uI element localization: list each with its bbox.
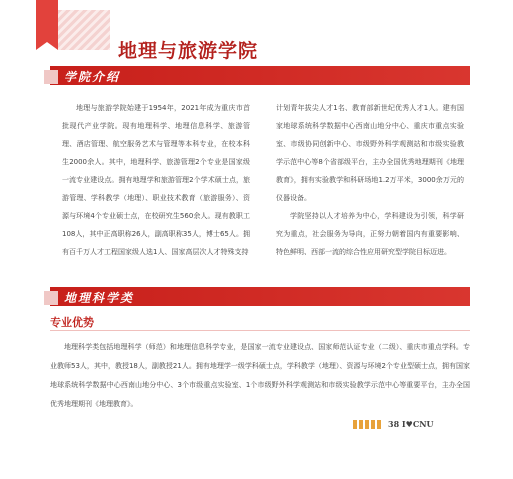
major-body [50, 338, 470, 414]
bookmark-ribbon [36, 0, 58, 42]
section-heading-major: 地理科学类 [64, 291, 135, 305]
chapter-title: 地理与旅游学院 [118, 40, 259, 62]
major-paragraph: 地理科学类包括地理科学（师范）和地理信息科学专业，是国家一流专业建设点、国家师范认证专业（二级）、重庆市重点学科。专业教师53人，其中，教授18人，副教授21人。拥有地理学一级学科硕士点，学科教学（地理）、资源与环境2个专业型硕士点，拥有国家地球系统科学数据中心西南山地分中心、3个市级重点实验室、1个市级野外科学观测站和市级实验教学示范中心等重要平台，主办全国优秀地理期刊《地理教育》。 [50, 343, 470, 408]
bar-decoration [44, 291, 58, 305]
bar-decoration [44, 70, 58, 84]
intro-paragraph: 学院坚持以人才培养为中心，学科建设为引领，科学研究为重点，社会服务为导向，正努力朝着国内有重要影响、特色鲜明、西部一流的综合性应用研究型学院目标迈进。 [276, 212, 464, 256]
section-heading-intro: 学院介绍 [64, 70, 121, 84]
section-bar-intro [50, 66, 470, 85]
intro-paragraph: 地理与旅游学院始建于1954年，2021年成为重庆市首批现代产业学院。现有地理科学、地理信息科学、旅游管理、酒店管理、航空服务艺术与管理等本科专业，在校本科生2000余人。其中，地理科学、旅游管理2个专业是国家级一流专业建设点。拥有地理学和旅游管理2个学术硕士点，旅游管理、学科教学（地理）、职业技术教育（旅游服务）、资源与环境4个专业硕士点，在校研究生560余人。现有教职工108人，其中正高职称26人，副高职称35人，博士65人。拥有百千万人才工程国家级人选1人、国家高层次人才特殊支持 [62, 104, 250, 256]
intro-paragraph: 计划青年拔尖人才1名、教育部新世纪优秀人才1人。建有国家地球系统科学数据中心西南山地分中心、重庆市重点实验室、市级协同创新中心、市级野外科学观测站和市级实验教学示范中心等8个省部级平台，主办全国优秀地理期刊《地理教育》，拥有实验教学和科研场地1.2万平米，3000余万元的仪器设备。 [276, 104, 464, 202]
intro-right-column [276, 99, 464, 261]
divider [50, 330, 470, 331]
footer-stripes [353, 420, 383, 429]
sub-heading: 专业优势 [50, 316, 94, 329]
section-bar-major [50, 287, 470, 306]
page-number: 38 I♥CNU [388, 419, 434, 429]
intro-left-column [62, 99, 250, 261]
header-decoration [58, 10, 110, 50]
